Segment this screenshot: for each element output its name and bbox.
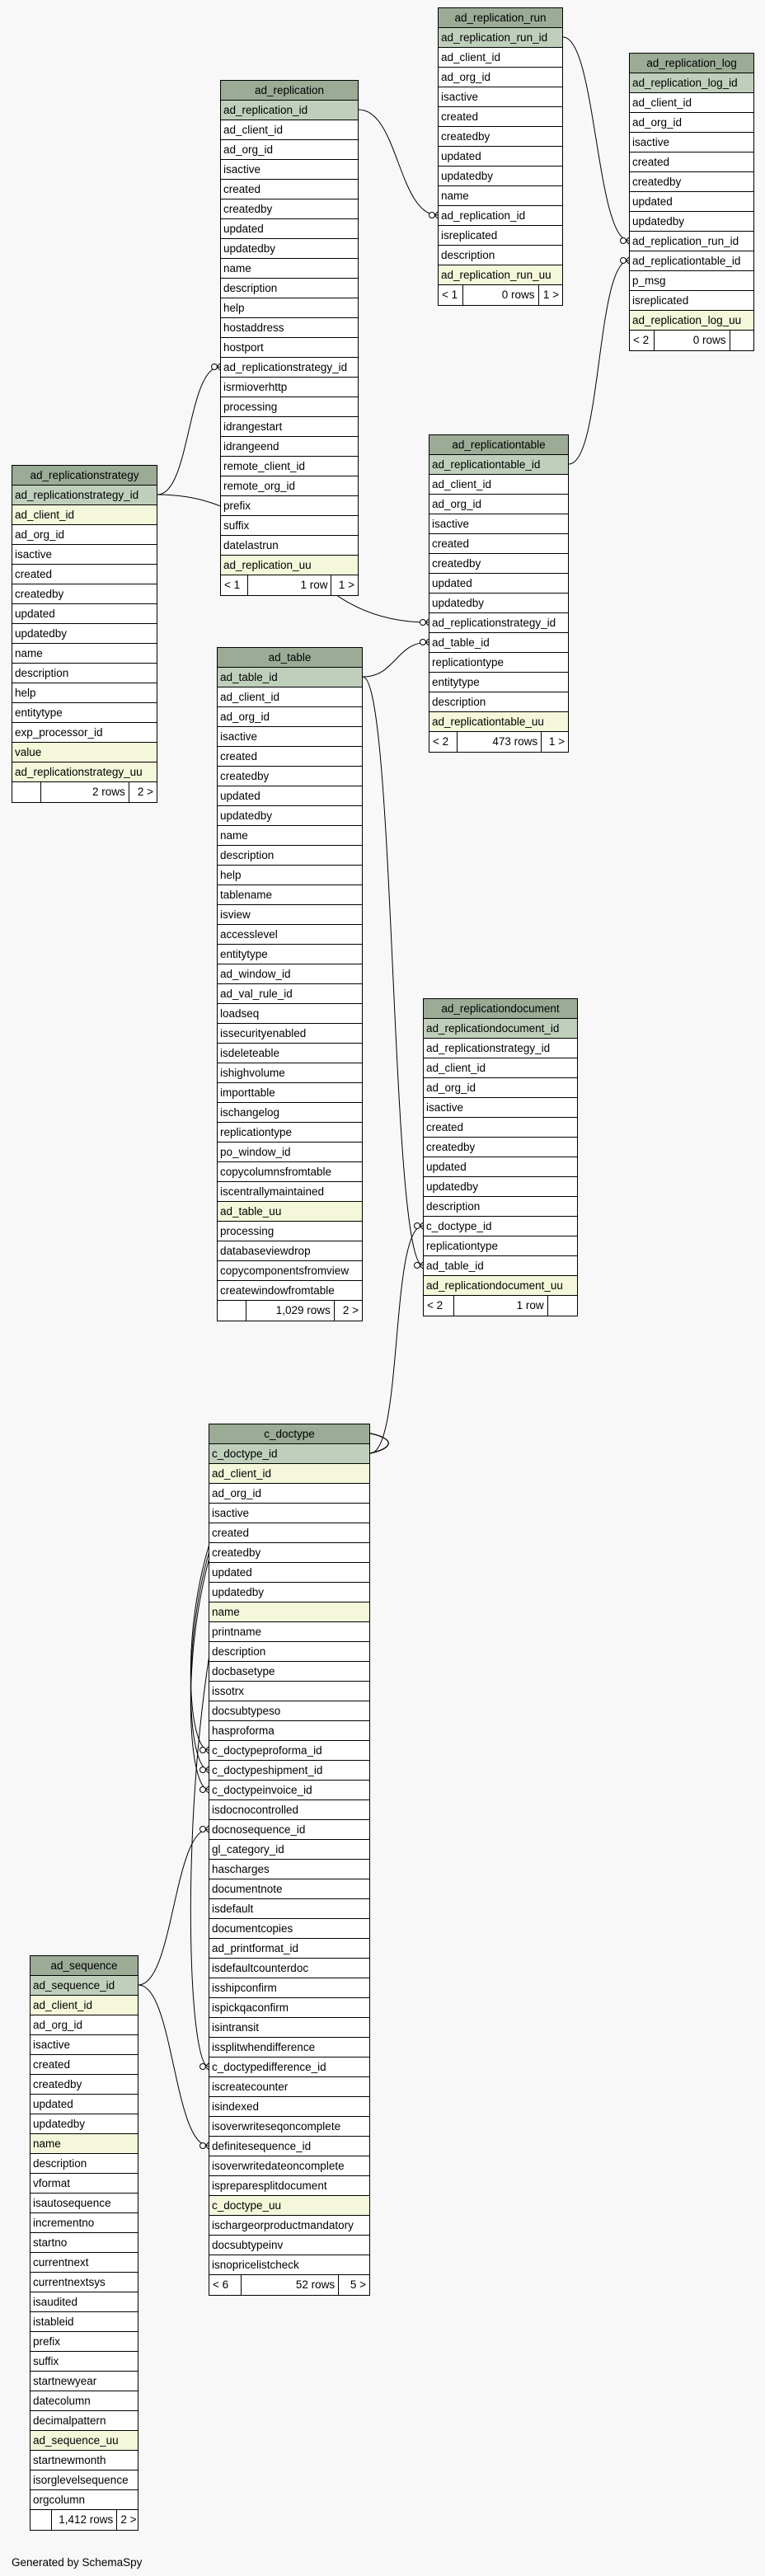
table-column[interactable]: createdby <box>439 127 562 147</box>
table-column[interactable]: ad_replicationstrategy_id <box>429 613 568 633</box>
table-column[interactable]: remote_org_id <box>221 476 358 496</box>
table-ad-replicationstrategy <box>12 465 157 803</box>
table-column[interactable]: ischargeorproductmandatory <box>209 2216 369 2236</box>
table-column[interactable]: description <box>31 2154 138 2174</box>
table-column[interactable]: isdefaultcounterdoc <box>209 1959 369 1978</box>
relationship-line <box>138 1829 209 1985</box>
table-column[interactable]: ispreparesplitdocument <box>209 2176 369 2196</box>
table-column[interactable]: loadseq <box>218 1004 362 1024</box>
table-column[interactable]: value <box>12 743 157 762</box>
table-column[interactable]: exp_processor_id <box>12 723 157 743</box>
crowfoot-marker <box>200 1767 206 1773</box>
table-column[interactable]: ad_replication_log_uu <box>630 311 753 331</box>
table-column[interactable]: decimalpattern <box>31 2411 138 2431</box>
table-column[interactable]: help <box>218 866 362 885</box>
table-column[interactable]: updatedby <box>630 212 753 232</box>
table-column[interactable]: ad_org_id <box>439 68 562 87</box>
table-column[interactable]: description <box>218 846 362 866</box>
table-footer <box>424 1296 577 1316</box>
table-column[interactable]: isview <box>218 905 362 925</box>
table-column[interactable]: replicationtype <box>429 653 568 673</box>
crowfoot-marker <box>200 1748 206 1753</box>
table-column[interactable]: ad_org_id <box>630 113 753 133</box>
table-column[interactable]: isaudited <box>31 2292 138 2312</box>
table-column[interactable]: idrangestart <box>221 417 358 437</box>
table-column[interactable]: ad_table_id <box>429 633 568 653</box>
table-column[interactable]: ad_org_id <box>218 707 362 727</box>
table-column[interactable]: ad_val_rule_id <box>218 984 362 1004</box>
table-column[interactable]: startno <box>31 2233 138 2253</box>
table-footer <box>31 2510 138 2530</box>
table-column[interactable]: isactive <box>429 514 568 534</box>
table-column[interactable]: createdby <box>630 172 753 192</box>
table-column[interactable]: created <box>221 180 358 199</box>
table-column[interactable]: processing <box>218 1222 362 1241</box>
table-column[interactable]: description <box>429 692 568 712</box>
table-column[interactable]: ad_org_id <box>221 140 358 160</box>
parent-count[interactable]: < 6 <box>209 2275 242 2295</box>
table-column[interactable]: ad_table_uu <box>218 1202 362 1222</box>
table-column[interactable]: isactive <box>630 133 753 152</box>
table-column[interactable]: ad_org_id <box>209 1484 369 1504</box>
table-column[interactable]: iscreatecounter <box>209 2077 369 2097</box>
table-ad-table <box>217 647 363 1321</box>
crowfoot-marker <box>200 2064 206 2070</box>
table-column[interactable]: isactive <box>209 1504 369 1523</box>
table-column[interactable]: createdby <box>218 767 362 786</box>
child-count[interactable]: 1 > <box>338 579 354 591</box>
table-column[interactable]: updated <box>439 147 562 167</box>
table-column[interactable]: updated <box>429 574 568 594</box>
table-column[interactable]: importtable <box>218 1083 362 1103</box>
table-title[interactable]: ad_replicationdocument <box>424 999 577 1019</box>
table-title[interactable]: c_doctype <box>209 1424 369 1444</box>
table-column[interactable]: p_msg <box>630 271 753 291</box>
table-column[interactable]: ad_client_id <box>429 475 568 495</box>
table-column[interactable]: created <box>630 152 753 172</box>
table-column[interactable]: updated <box>424 1157 577 1177</box>
table-column[interactable]: ad_org_id <box>429 495 568 514</box>
table-column[interactable]: ad_client_id <box>31 1996 138 2015</box>
crowfoot-marker <box>212 364 218 370</box>
table-column[interactable]: ad_window_id <box>218 964 362 984</box>
table-column[interactable]: createdby <box>12 584 157 604</box>
table-column[interactable]: c_doctypedifference_id <box>209 2058 369 2077</box>
table-title[interactable]: ad_sequence <box>31 1956 138 1976</box>
table-column[interactable]: isoverwritedateoncomplete <box>209 2156 369 2176</box>
table-column[interactable]: suffix <box>31 2352 138 2372</box>
primary-key-column[interactable]: ad_replication_log_id <box>630 73 753 93</box>
table-column[interactable]: updatedby <box>429 594 568 613</box>
table-column[interactable]: idrangeend <box>221 437 358 457</box>
table-column[interactable]: isreplicated <box>630 291 753 311</box>
table-column[interactable]: created <box>218 747 362 767</box>
table-column[interactable]: startnewmonth <box>31 2451 138 2470</box>
crowfoot-marker <box>420 620 426 626</box>
table-column[interactable]: isintransit <box>209 2018 369 2038</box>
primary-key-column[interactable]: ad_sequence_id <box>31 1976 138 1996</box>
relationship-line <box>370 1226 423 1453</box>
crowfoot-marker <box>621 258 627 264</box>
table-column[interactable]: name <box>221 259 358 279</box>
relationship-line <box>569 260 629 464</box>
table-column[interactable]: hostaddress <box>221 318 358 338</box>
table-column[interactable]: currentnext <box>31 2253 138 2273</box>
table-column[interactable]: docsubtypeinv <box>209 2236 369 2255</box>
crowfoot-marker <box>429 213 435 218</box>
row-count[interactable]: 1 row <box>248 575 331 595</box>
table-column[interactable]: currentnextsys <box>31 2273 138 2292</box>
table-column[interactable]: vformat <box>31 2174 138 2194</box>
table-title[interactable]: ad_replication <box>221 81 358 101</box>
table-column[interactable]: issotrx <box>209 1682 369 1701</box>
table-title[interactable]: ad_replication_log <box>630 54 753 73</box>
table-column[interactable]: po_window_id <box>218 1143 362 1162</box>
relationship-line <box>138 1985 209 2146</box>
table-column[interactable]: isindexed <box>209 2097 369 2117</box>
table-column[interactable]: copycolumnsfromtable <box>218 1162 362 1182</box>
table-column[interactable]: prefix <box>221 496 358 516</box>
row-count[interactable]: 1,029 rows <box>246 1301 335 1321</box>
parent-count[interactable]: < 2 <box>424 1296 454 1316</box>
table-column[interactable]: updated <box>31 2095 138 2114</box>
table-column[interactable]: ad_replication_run_uu <box>439 265 562 285</box>
table-column[interactable]: isdefault <box>209 1899 369 1919</box>
table-column[interactable]: createdby <box>209 1543 369 1563</box>
table-column[interactable]: created <box>31 2055 138 2075</box>
table-ad-replicationtable <box>429 434 569 753</box>
table-column[interactable]: suffix <box>221 516 358 536</box>
table-title[interactable]: ad_replication_run <box>439 8 562 28</box>
parent-count[interactable]: < 2 <box>429 732 458 752</box>
table-column[interactable]: c_doctypeinvoice_id <box>209 1781 369 1800</box>
row-count[interactable]: 0 rows <box>463 285 539 305</box>
table-column[interactable]: description <box>221 279 358 298</box>
crowfoot-marker <box>415 1223 420 1229</box>
table-column[interactable]: updatedby <box>424 1177 577 1197</box>
table-column[interactable]: ad_org_id <box>424 1078 577 1098</box>
table-column[interactable]: orgcolumn <box>31 2490 138 2510</box>
table-column[interactable]: ad_replicationstrategy_id <box>221 358 358 378</box>
table-column[interactable]: ad_client_id <box>218 687 362 707</box>
table-column[interactable]: updated <box>12 604 157 624</box>
table-column[interactable]: isactive <box>12 545 157 565</box>
table-column[interactable]: ad_client_id <box>221 120 358 140</box>
table-column[interactable]: ad_org_id <box>12 525 157 545</box>
table-title[interactable]: ad_replicationtable <box>429 435 568 455</box>
table-column[interactable]: copycomponentsfromview <box>218 1261 362 1281</box>
table-column[interactable]: ad_client_id <box>630 93 753 113</box>
table-ad-replicationdocument <box>423 998 578 1316</box>
table-column[interactable]: issplitwhendifference <box>209 2038 369 2058</box>
table-column[interactable]: createdby <box>429 554 568 574</box>
table-ad-sequence <box>30 1955 138 2531</box>
table-footer <box>439 285 562 305</box>
crowfoot-marker <box>415 1263 420 1269</box>
table-column[interactable]: created <box>209 1523 369 1543</box>
table-column[interactable]: ad_replication_run_id <box>630 232 753 251</box>
parent-count[interactable] <box>31 2510 52 2530</box>
parent-count[interactable] <box>12 782 41 802</box>
table-column[interactable]: isactive <box>218 727 362 747</box>
table-column[interactable]: help <box>221 298 358 318</box>
table-column[interactable]: isorglevelsequence <box>31 2470 138 2490</box>
generated-by-footer: Generated by SchemaSpy <box>12 2556 143 2569</box>
child-count[interactable]: 2 > <box>137 786 153 798</box>
child-count[interactable]: 5 > <box>350 2278 366 2291</box>
table-column[interactable]: ad_replicationtable_id <box>630 251 753 271</box>
table-ad-replication <box>220 80 359 596</box>
table-column[interactable]: entitytype <box>218 945 362 964</box>
table-column[interactable]: entitytype <box>429 673 568 692</box>
table-column[interactable]: remote_client_id <box>221 457 358 476</box>
table-column[interactable]: ad_replicationstrategy_uu <box>12 762 157 782</box>
table-column[interactable]: ad_replication_uu <box>221 556 358 575</box>
table-column[interactable]: help <box>12 683 157 703</box>
primary-key-column[interactable]: ad_table_id <box>218 668 362 687</box>
table-column[interactable]: c_doctypeproforma_id <box>209 1741 369 1761</box>
relationship-line <box>563 37 629 241</box>
table-column[interactable]: ad_table_id <box>424 1256 577 1276</box>
table-column[interactable]: datecolumn <box>31 2391 138 2411</box>
table-footer <box>630 331 753 350</box>
table-column[interactable]: ad_client_id <box>12 505 157 525</box>
child-count[interactable] <box>548 1296 577 1316</box>
primary-key-column[interactable]: ad_replicationtable_id <box>429 455 568 475</box>
table-column[interactable]: isautosequence <box>31 2194 138 2213</box>
table-column[interactable]: isactive <box>221 160 358 180</box>
table-column[interactable]: ad_replicationdocument_uu <box>424 1276 577 1296</box>
table-column[interactable]: updatedby <box>221 239 358 259</box>
crowfoot-marker <box>200 1787 206 1793</box>
table-column[interactable]: datelastrun <box>221 536 358 556</box>
table-column[interactable]: printname <box>209 1622 369 1642</box>
table-column[interactable]: ad_replicationtable_uu <box>429 712 568 732</box>
table-column[interactable]: c_doctype_uu <box>209 2196 369 2216</box>
table-footer <box>429 732 568 752</box>
relationship-line <box>359 110 438 215</box>
relationship-line <box>157 367 220 495</box>
table-column[interactable]: updatedby <box>439 167 562 186</box>
primary-key-column[interactable]: ad_replicationstrategy_id <box>12 486 157 505</box>
table-column[interactable]: created <box>424 1118 577 1138</box>
table-column[interactable]: replicationtype <box>424 1236 577 1256</box>
table-column[interactable]: description <box>439 246 562 265</box>
primary-key-column[interactable]: ad_replication_run_id <box>439 28 562 48</box>
table-column[interactable]: name <box>31 2134 138 2154</box>
table-column[interactable]: ad_replication_id <box>439 206 562 226</box>
table-title[interactable]: ad_table <box>218 648 362 668</box>
table-column[interactable]: ischangelog <box>218 1103 362 1123</box>
row-count[interactable]: 52 rows <box>242 2275 339 2295</box>
table-column[interactable]: isactive <box>439 87 562 107</box>
table-column[interactable]: name <box>209 1602 369 1622</box>
child-count[interactable]: 1 > <box>548 735 565 748</box>
table-column[interactable]: isnopricelistcheck <box>209 2255 369 2275</box>
table-column[interactable]: entitytype <box>12 703 157 723</box>
table-column[interactable]: gl_category_id <box>209 1840 369 1860</box>
table-column[interactable]: docbasetype <box>209 1662 369 1682</box>
table-column[interactable]: isdocnocontrolled <box>209 1800 369 1820</box>
table-column[interactable]: isoverwriteseqoncomplete <box>209 2117 369 2137</box>
table-column[interactable]: ad_client_id <box>439 48 562 68</box>
parent-count[interactable]: < 2 <box>630 331 655 350</box>
table-column[interactable]: docnosequence_id <box>209 1820 369 1840</box>
table-column[interactable]: ispickqaconfirm <box>209 1998 369 2018</box>
table-column[interactable]: createwindowfromtable <box>218 1281 362 1301</box>
table-column[interactable]: incrementno <box>31 2213 138 2233</box>
table-column[interactable]: updated <box>630 192 753 212</box>
crowfoot-marker <box>420 640 426 645</box>
table-column[interactable]: issecurityenabled <box>218 1024 362 1044</box>
row-count[interactable]: 2 rows <box>41 782 129 802</box>
primary-key-column[interactable]: ad_replicationdocument_id <box>424 1019 577 1039</box>
table-column[interactable]: accesslevel <box>218 925 362 945</box>
row-count[interactable]: 0 rows <box>655 331 730 350</box>
primary-key-column[interactable]: c_doctype_id <box>209 1444 369 1464</box>
table-column[interactable]: name <box>439 186 562 206</box>
table-column[interactable]: replicationtype <box>218 1123 362 1143</box>
table-footer <box>221 575 358 595</box>
table-column[interactable]: prefix <box>31 2332 138 2352</box>
child-count[interactable]: 2 > <box>120 2513 137 2526</box>
table-column[interactable]: tablename <box>218 885 362 905</box>
table-column[interactable]: updatedby <box>218 806 362 826</box>
table-c-doctype <box>209 1424 370 2296</box>
table-column[interactable]: documentcopies <box>209 1919 369 1939</box>
table-footer <box>218 1301 362 1321</box>
table-ad-replication-run <box>438 7 563 306</box>
crowfoot-marker <box>200 2143 206 2149</box>
table-column[interactable]: hostport <box>221 338 358 358</box>
table-column[interactable]: docsubtypeso <box>209 1701 369 1721</box>
parent-count[interactable] <box>218 1301 246 1321</box>
table-column[interactable]: updated <box>221 219 358 239</box>
child-count[interactable] <box>730 331 754 350</box>
table-column[interactable]: createdby <box>31 2075 138 2095</box>
table-column[interactable]: created <box>12 565 157 584</box>
table-column[interactable]: c_doctypeshipment_id <box>209 1761 369 1781</box>
table-column[interactable]: ad_replicationstrategy_id <box>424 1039 577 1058</box>
table-column[interactable]: hasproforma <box>209 1721 369 1741</box>
primary-key-column[interactable]: ad_replication_id <box>221 101 358 120</box>
table-title[interactable]: ad_replicationstrategy <box>12 466 157 486</box>
table-column[interactable]: ad_client_id <box>424 1058 577 1078</box>
table-column[interactable]: iscentrallymaintained <box>218 1182 362 1202</box>
row-count[interactable]: 1 row <box>454 1296 547 1316</box>
parent-count[interactable]: < 1 <box>439 285 463 305</box>
table-column[interactable]: startnewyear <box>31 2372 138 2391</box>
table-footer <box>12 782 157 802</box>
table-column[interactable]: isactive <box>424 1098 577 1118</box>
table-column[interactable]: isactive <box>31 2035 138 2055</box>
table-column[interactable]: updated <box>218 786 362 806</box>
crowfoot-marker <box>200 1827 206 1832</box>
parent-count[interactable]: < 1 <box>221 575 248 595</box>
table-column[interactable]: updatedby <box>31 2114 138 2134</box>
crowfoot-marker <box>621 238 627 244</box>
table-column[interactable]: isreplicated <box>439 226 562 246</box>
table-column[interactable]: ad_org_id <box>31 2015 138 2035</box>
table-column[interactable]: description <box>424 1197 577 1217</box>
child-count[interactable]: 1 > <box>542 289 559 301</box>
table-column[interactable]: documentnote <box>209 1879 369 1899</box>
table-column[interactable]: description <box>12 664 157 683</box>
table-column[interactable]: updatedby <box>12 624 157 644</box>
table-column[interactable]: name <box>12 644 157 664</box>
table-column[interactable]: ad_printformat_id <box>209 1939 369 1959</box>
table-column[interactable]: istableid <box>31 2312 138 2332</box>
table-column[interactable]: hascharges <box>209 1860 369 1879</box>
table-column[interactable]: isdeleteable <box>218 1044 362 1063</box>
table-column[interactable]: updatedby <box>209 1583 369 1602</box>
table-footer <box>209 2275 369 2295</box>
row-count[interactable]: 473 rows <box>458 732 542 752</box>
table-column[interactable]: created <box>429 534 568 554</box>
table-column[interactable]: c_doctype_id <box>424 1217 577 1236</box>
table-column[interactable]: ad_client_id <box>209 1464 369 1484</box>
child-count[interactable]: 2 > <box>342 1304 359 1316</box>
table-column[interactable]: createdby <box>221 199 358 219</box>
table-column[interactable]: ad_sequence_uu <box>31 2431 138 2451</box>
row-count[interactable]: 1,412 rows <box>52 2510 117 2530</box>
relationship-line <box>363 642 429 677</box>
table-column[interactable]: name <box>218 826 362 846</box>
table-column[interactable]: createdby <box>424 1138 577 1157</box>
table-column[interactable]: databaseviewdrop <box>218 1241 362 1261</box>
table-column[interactable]: created <box>439 107 562 127</box>
table-column[interactable]: definitesequence_id <box>209 2137 369 2156</box>
table-column[interactable]: isshipconfirm <box>209 1978 369 1998</box>
table-column[interactable]: processing <box>221 397 358 417</box>
table-column[interactable]: updated <box>209 1563 369 1583</box>
table-column[interactable]: ishighvolume <box>218 1063 362 1083</box>
table-column[interactable]: isrmioverhttp <box>221 378 358 397</box>
relationship-line <box>363 677 423 1265</box>
table-column[interactable]: description <box>209 1642 369 1662</box>
table-ad-replication-log <box>629 53 754 351</box>
